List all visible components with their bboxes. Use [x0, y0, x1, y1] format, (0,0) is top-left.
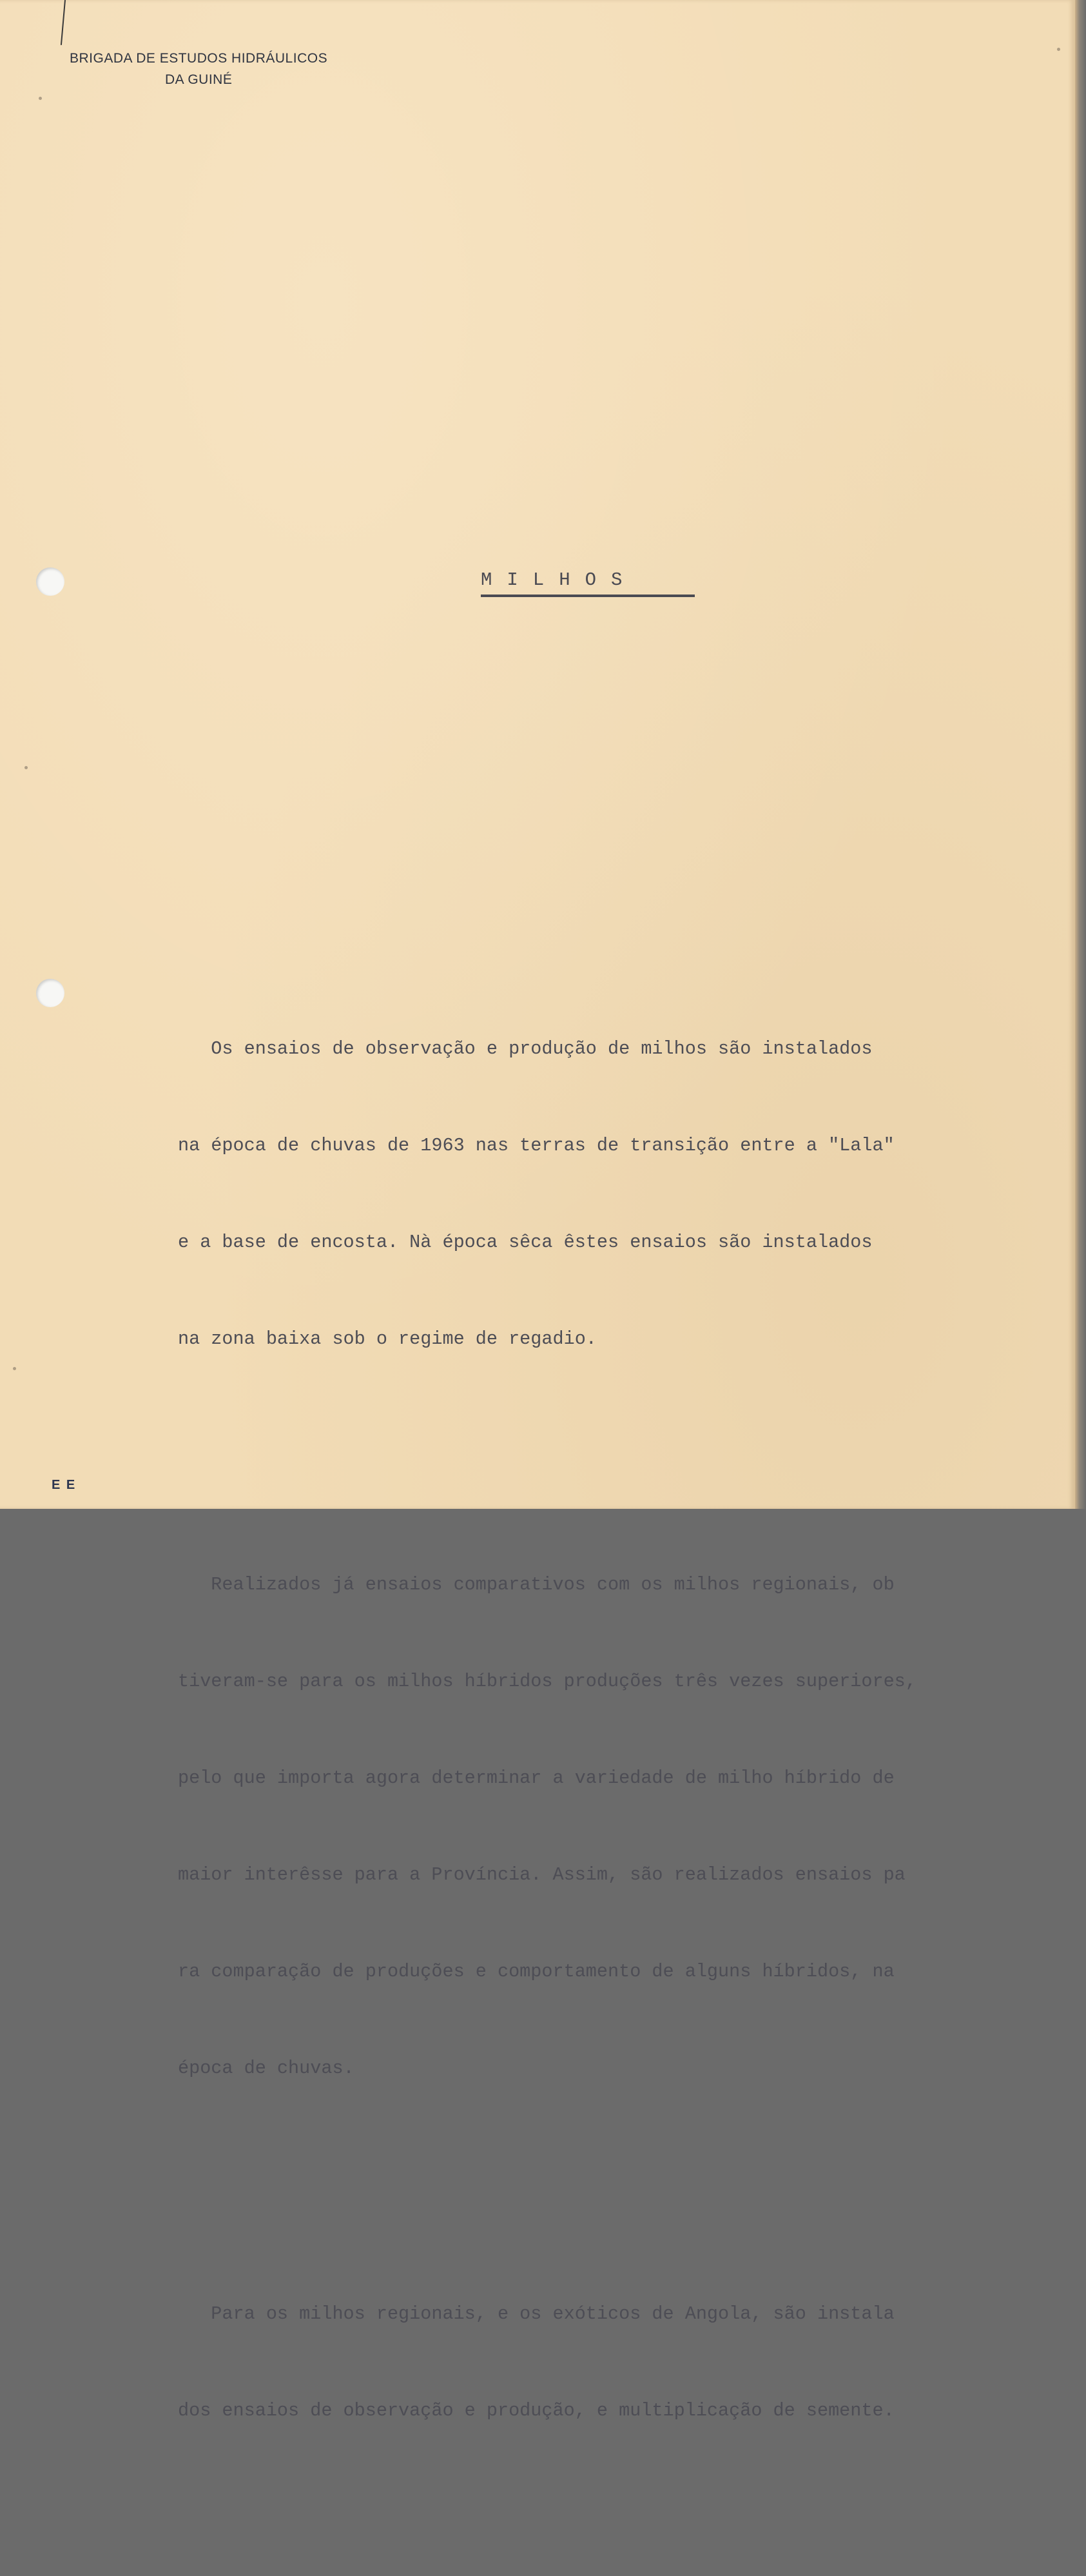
paragraph [178, 1504, 1048, 2149]
text-line: tiveram-se para os milhos híbridos produções três vezes superiores, [178, 1671, 916, 1692]
text-line: Para os milhos regionais, e os exóticos de Angola, são instala [178, 2303, 895, 2325]
body-text [178, 904, 1048, 2576]
letterhead [70, 48, 327, 90]
pen-mark [61, 0, 66, 45]
title-underline [481, 595, 695, 597]
text-line: maior interêsse para a Província. Assim, são realizados ensaios pa [178, 1864, 906, 1885]
scan-edge [1075, 0, 1086, 1509]
paper-speck [13, 1367, 16, 1370]
punch-hole-top [36, 567, 64, 596]
paper-speck [1057, 48, 1060, 51]
text-line: na época de chuvas de 1963 nas terras de transição entre a "Lala" [178, 1135, 895, 1156]
paragraph [178, 968, 1048, 1420]
paper-speck [24, 766, 28, 769]
paper-speck [39, 97, 42, 100]
footer-mark: E E [52, 1478, 77, 1492]
text-line: na zona baixa sob o regime de regadio. [178, 1328, 597, 1350]
paragraph [178, 2234, 1048, 2492]
text-line: época de chuvas. [178, 2058, 354, 2079]
text-line: e a base de encosta. Nà época sêca êstes ensaios são instalados [178, 1232, 873, 1253]
punch-hole-bottom [36, 979, 64, 1007]
letterhead-line-1: BRIGADA DE ESTUDOS HIDRÁULICOS [70, 51, 328, 66]
text-line: ra comparação de produções e comportamento de alguns híbridos, na [178, 1961, 895, 1982]
letterhead-line-2: DA GUINÉ [165, 72, 233, 87]
text-line: Os ensaios de observação e produção de milhos são instalados [178, 1038, 873, 1059]
text-line: dos ensaios de observação e produção, e multiplicação de semente. [178, 2400, 895, 2421]
text-line: Realizados já ensaios comparativos com os milhos regionais, ob [178, 1574, 895, 1595]
document-title: MILHOS [481, 569, 637, 591]
text-line: pelo que importa agora determinar a variedade de milho híbrido de [178, 1767, 895, 1789]
